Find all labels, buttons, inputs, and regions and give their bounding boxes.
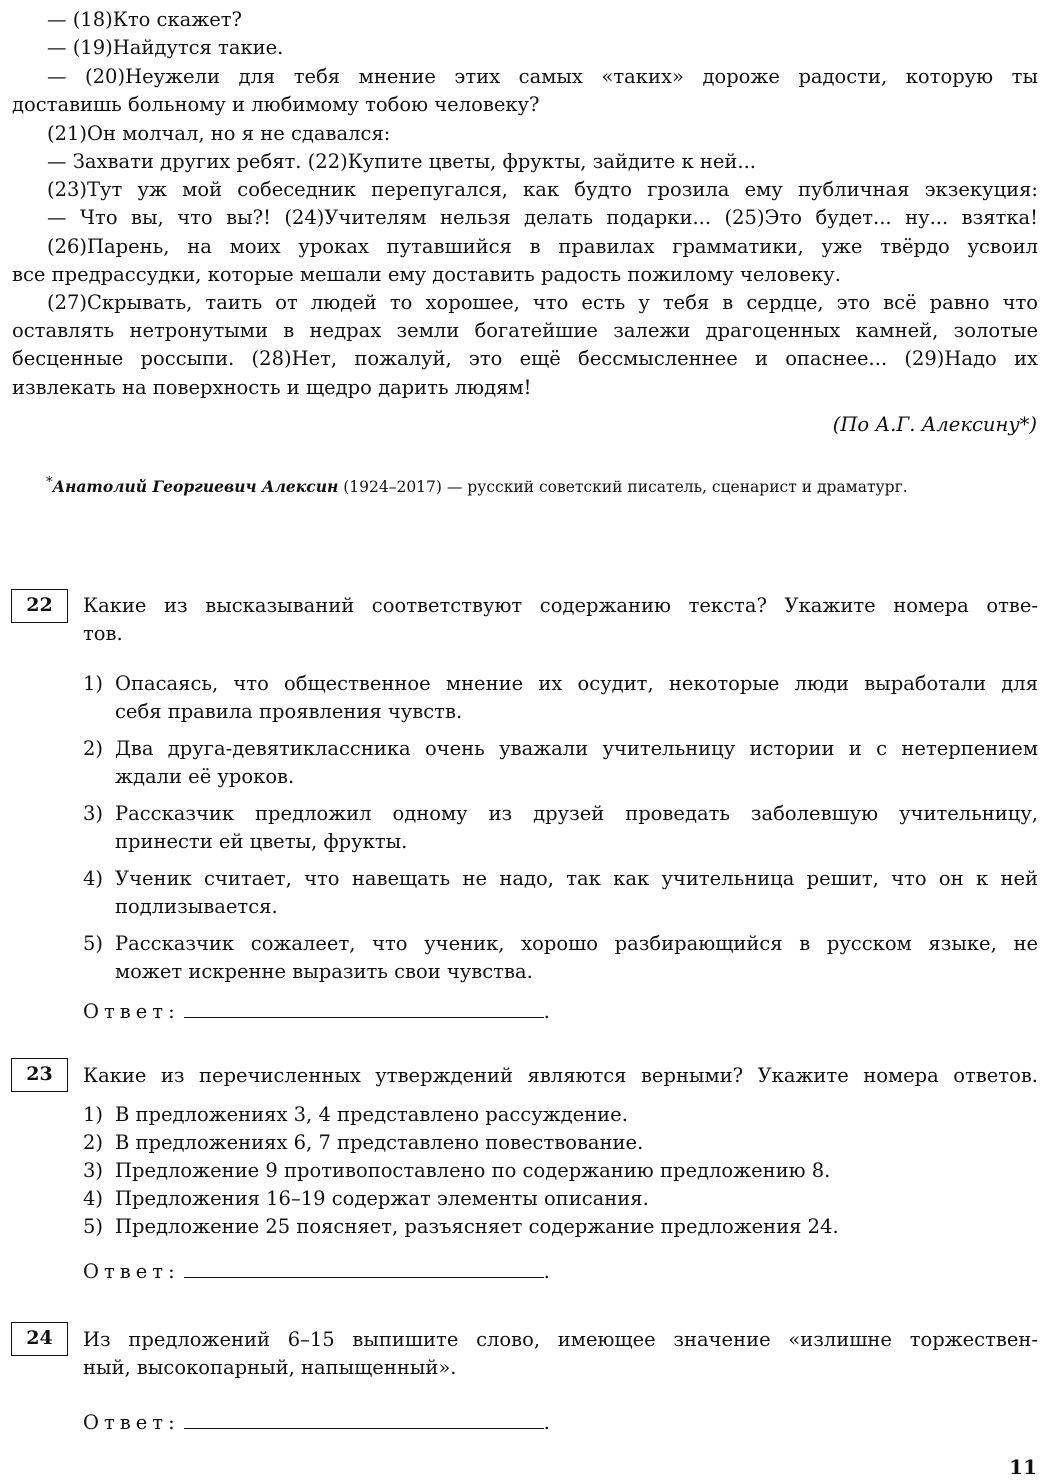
answer-field[interactable] bbox=[184, 1001, 544, 1018]
option-number: 2) bbox=[83, 737, 104, 760]
option-text: Рассказчик предложил одному из друзей проведать заболевшую учительницу, bbox=[115, 802, 1038, 825]
passage-line: извлекать на поверхность и щедро дарить людям! bbox=[12, 376, 532, 399]
passage-line: — (18)Кто скажет? bbox=[47, 8, 242, 31]
footnote bbox=[46, 475, 908, 496]
answer-label: Ответ: bbox=[83, 1000, 180, 1023]
passage-line: все предрассудки, которые мешали ему доставить радость пожилому человеку. bbox=[12, 263, 841, 286]
answer-row: Ответ: . bbox=[83, 1000, 550, 1023]
passage-line: доставишь больному и любимому тобою человеку? bbox=[12, 93, 540, 116]
option-text: Опасаясь, что общественное мнение их осудит, некоторые люди выработали для bbox=[115, 672, 1038, 695]
task-question-line: тов. bbox=[83, 622, 123, 645]
passage-line: — Захвати других ребят. (22)Купите цветы, фрукты, зайдите к ней... bbox=[47, 150, 756, 173]
option-number: 1) bbox=[83, 1103, 104, 1126]
option-text: Предложение 9 противопоставлено по содержанию предложению 8. bbox=[115, 1159, 831, 1182]
option-number: 3) bbox=[83, 1159, 104, 1182]
option-text: В предложениях 3, 4 представлено рассуждение. bbox=[115, 1103, 628, 1126]
task-question-line: ный, высокопарный, напыщенный». bbox=[83, 1356, 457, 1379]
option-number: 5) bbox=[83, 1215, 104, 1238]
option-text: подлизывается. bbox=[115, 895, 278, 918]
option-number: 4) bbox=[83, 1187, 104, 1210]
answer-label: Ответ: bbox=[83, 1260, 180, 1283]
option-number: 3) bbox=[83, 802, 104, 825]
option-text: Рассказчик сожалеет, что ученик, хорошо разбирающийся в русском языке, не bbox=[115, 932, 1038, 955]
option-text: В предложениях 6, 7 представлено повествование. bbox=[115, 1131, 644, 1154]
answer-label: Ответ: bbox=[83, 1411, 180, 1434]
option-text: Ученик считает, что навещать не надо, так как учительница решит, что он к ней bbox=[115, 867, 1038, 890]
option-text: принести ей цветы, фрукты. bbox=[115, 830, 408, 853]
answer-field[interactable] bbox=[184, 1261, 544, 1278]
answer-row: Ответ: . bbox=[83, 1260, 550, 1283]
passage-line: (23)Тут уж мой собеседник перепугался, как будто грозила ему публичная экзекуция: bbox=[47, 178, 1038, 201]
passage-line: оставлять нетронутыми в недрах земли богатейшие залежи драгоценных камней, золотые bbox=[12, 319, 1038, 342]
option-number: 1) bbox=[83, 672, 104, 695]
passage-line: (27)Скрывать, таить от людей то хорошее, что есть у тебя в сердце, это всё равно что bbox=[47, 291, 1038, 314]
task-question-line: Какие из высказываний соответствуют содержанию текста? Укажите номера отве- bbox=[83, 594, 1038, 617]
option-text: Предложение 25 поясняет, разъясняет содержание предложения 24. bbox=[115, 1215, 839, 1238]
footnote-marker: * bbox=[46, 475, 53, 490]
task-question-line: Из предложений 6–15 выпишите слово, имеющее значение «излишне торжествен- bbox=[83, 1328, 1038, 1351]
passage-line: — Что вы, что вы?! (24)Учителям нельзя делать подарки... (25)Это будет... ну... взятка! bbox=[47, 206, 1038, 229]
page-number: 11 bbox=[1009, 1455, 1037, 1479]
task-number-box: 24 bbox=[11, 1322, 68, 1356]
passage-line: — (20)Неужели для тебя мнение этих самых «таких» дороже радости, которую ты bbox=[47, 65, 1038, 88]
answer-row: Ответ: . bbox=[83, 1411, 550, 1434]
option-text: ждали её уроков. bbox=[115, 765, 295, 788]
passage-line: — (19)Найдутся такие. bbox=[47, 36, 284, 59]
author-attribution: (По А.Г. Алексину*) bbox=[832, 413, 1037, 436]
passage-line: (21)Он молчал, но я не сдавался: bbox=[47, 122, 391, 145]
task-question-line: Какие из перечисленных утверждений являются верными? Укажите номера ответов. bbox=[83, 1064, 1038, 1087]
passage-line: бесценные россыпи. (28)Нет, пожалуй, это ещё бессмысленнее и опаснее... (29)Надо их bbox=[12, 347, 1038, 370]
option-text: Два друга-девятиклассника очень уважали учительницу истории и с нетерпением bbox=[115, 737, 1038, 760]
answer-field[interactable] bbox=[184, 1412, 544, 1429]
option-text: Предложения 16–19 содержат элементы описания. bbox=[115, 1187, 649, 1210]
option-text: может искренне выразить свои чувства. bbox=[115, 960, 533, 983]
option-text: себя правила проявления чувств. bbox=[115, 700, 463, 723]
option-number: 2) bbox=[83, 1131, 104, 1154]
passage-line: (26)Парень, на моих уроках путавшийся в правилах грамматики, уже твёрдо усвоил bbox=[47, 235, 1038, 258]
option-number: 4) bbox=[83, 867, 104, 890]
task-number-box: 22 bbox=[11, 589, 68, 623]
footnote-name: Анатолий Георгиевич Алексин bbox=[52, 477, 339, 497]
task-number-box: 23 bbox=[11, 1058, 68, 1092]
footnote-text: (1924–2017) — русский советский писатель, сценарист и драматург. bbox=[338, 478, 908, 497]
option-number: 5) bbox=[83, 932, 104, 955]
